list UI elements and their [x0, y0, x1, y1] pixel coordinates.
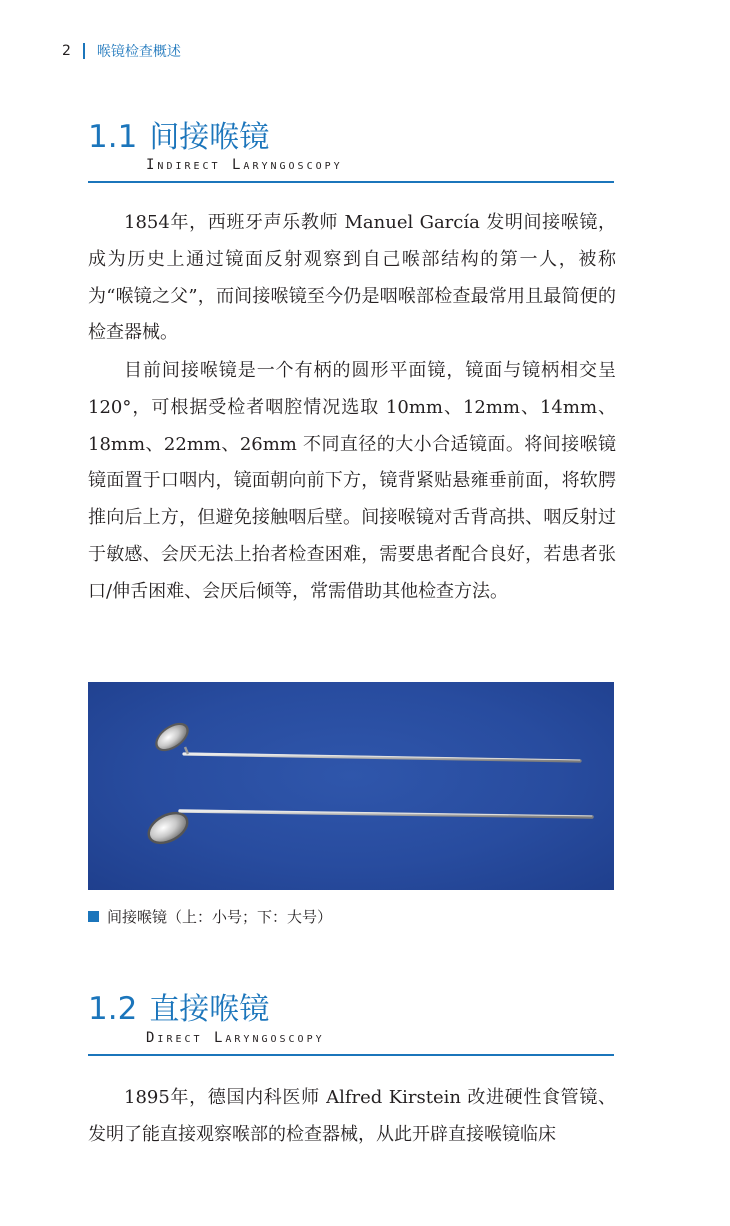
paragraph: 1854年，西班牙声乐教师 Manuel García 发明间接喉镜，成为历史上通过镜面反射观察到自己喉部结构的第一人，被称为“喉镜之父”，而间接喉镜至今仍是咽喉部检查最常用且最简便的检查器械。	[88, 212, 616, 344]
section-rule	[88, 181, 614, 183]
section-title: 间接喉镜	[149, 120, 270, 155]
figure-laryngeal-mirrors	[88, 682, 614, 890]
section-rule	[88, 1054, 614, 1056]
running-header	[62, 40, 181, 62]
section-subtitle-en: Indirect Laryngoscopy	[146, 157, 343, 173]
paragraph: 目前间接喉镜是一个有柄的圆形平面镜，镜面与镜柄相交呈 120°，可根据受检者咽腔情况选取 10mm、12mm、14mm、18mm、22mm、26mm 不同直径的大小合适镜面。将间接喉镜镜面置于口咽内，镜面朝向前下方，镜背紧贴悬雍垂前面，将软腭推向后上方，但避免接触咽后壁。间接喉镜对舌背高拱、咽反射过于敏感、会厌无法上抬者检查困难，需要患者配合良好，若患者张口/伸舌困难、会厌后倾等，常需借助其他检查方法。	[88, 360, 616, 602]
mirror-illustration	[88, 682, 614, 890]
section-number: 1.2	[88, 991, 138, 1027]
figure-caption	[88, 906, 332, 927]
page-number: 2	[62, 43, 71, 59]
section-title: 直接喉镜	[149, 992, 270, 1027]
section-subtitle-en: Direct Laryngoscopy	[146, 1030, 325, 1046]
section-number: 1.1	[88, 119, 138, 155]
section-heading-1-1	[88, 112, 614, 156]
caption-text: 间接喉镜（上：小号；下：大号）	[107, 908, 333, 926]
small-mirror	[150, 717, 580, 761]
caption-square-icon	[88, 911, 99, 922]
large-mirror	[142, 805, 592, 850]
header-divider	[83, 43, 85, 59]
chapter-title: 喉镜检查概述	[96, 44, 181, 60]
paragraph: 1895年，德国内科医师 Alfred Kirstein 改进硬性食管镜、发明了能直接观察喉部的检查器械，从此开辟直接喉镜临床	[88, 1087, 616, 1145]
section-heading-1-2	[88, 984, 614, 1028]
